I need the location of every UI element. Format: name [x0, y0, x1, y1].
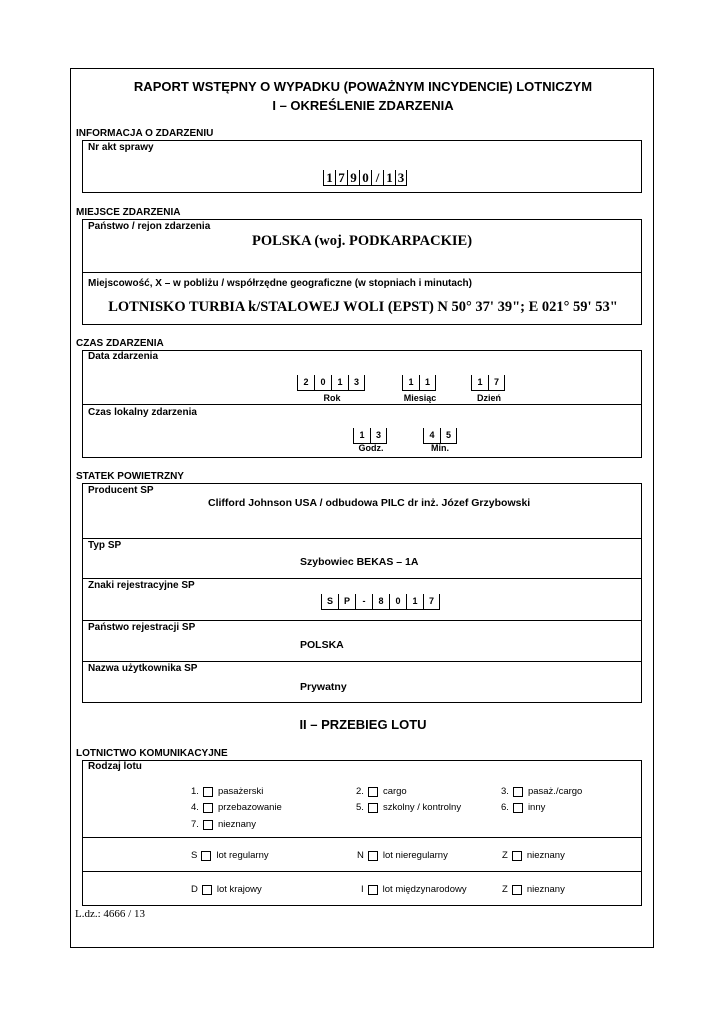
hour-label: Godz. — [358, 443, 384, 453]
option-lot-regularny[interactable] — [191, 850, 269, 861]
section-czas: CZAS ZDARZENIA — [76, 338, 164, 349]
year-digit: 0 — [314, 375, 331, 391]
case-char: 7 — [335, 170, 347, 186]
document-number: L.dz.: 4666 / 13 — [75, 908, 145, 920]
case-char: / — [371, 170, 383, 186]
option-szkolny[interactable] — [356, 802, 461, 813]
type-value: Szybowiec BEKAS – 1A — [300, 556, 419, 568]
day-digit: 7 — [488, 375, 505, 391]
option-label: szkolny / kontrolny — [382, 802, 462, 813]
divider — [83, 661, 641, 662]
case-char: 0 — [359, 170, 371, 186]
producer-value: Clifford Johnson USA / odbudowa PILC dr inż. Józef Grzybowski — [208, 497, 531, 509]
option-letter: D — [191, 884, 198, 895]
registration-char: 8 — [372, 594, 389, 610]
option-label: nieznany — [526, 850, 565, 861]
registration-char: P — [338, 594, 355, 610]
registration-char: 7 — [423, 594, 440, 610]
section-miejsce: MIEJSCE ZDARZENIA — [76, 207, 181, 218]
option-label: lot nieregularny — [382, 850, 448, 861]
location-box — [82, 219, 642, 325]
option-lot-nieregularny[interactable] — [357, 850, 448, 861]
case-number-cells — [323, 170, 407, 186]
option-nieznany[interactable] — [191, 819, 256, 830]
checkbox[interactable] — [368, 885, 378, 895]
day-cells — [471, 375, 505, 391]
location-label: Miejscowość, X – w pobliżu / współrzędne geograficzne (w stopniach i minutach) — [88, 278, 472, 289]
month-cells — [402, 375, 436, 391]
option-label: lot krajowy — [216, 884, 262, 895]
flight-kind-label: Rodzaj lotu — [88, 761, 142, 772]
location-value: LOTNISKO TURBIA k/STALOWEJ WOLI (EPST) N 50° 37' 39"; E 021° 59' 53" — [108, 299, 618, 315]
divider — [83, 620, 641, 621]
registration-char: 1 — [406, 594, 423, 610]
year-digit: 1 — [331, 375, 348, 391]
minute-digit: 5 — [440, 428, 457, 444]
checkbox[interactable] — [512, 851, 522, 861]
checkbox[interactable] — [203, 803, 213, 813]
option-pasazerski[interactable] — [191, 786, 263, 797]
option-label: pasażerski — [217, 786, 264, 797]
checkbox[interactable] — [513, 787, 523, 797]
option-letter: S — [191, 850, 198, 861]
option-letter: Z — [502, 850, 508, 861]
report-title: RAPORT WSTĘPNY O WYPADKU (POWAŻNYM INCYDENCIE) LOTNICZYM — [133, 79, 593, 94]
year-label: Rok — [323, 393, 341, 403]
option-label: nieznany — [526, 884, 565, 895]
option-lot-krajowy[interactable] — [191, 884, 262, 895]
year-digit: 3 — [348, 375, 365, 391]
local-time-label: Czas lokalny zdarzenia — [88, 407, 197, 418]
year-digit: 2 — [297, 375, 314, 391]
option-scope-nieznany[interactable] — [502, 884, 565, 895]
case-number-label: Nr akt sprawy — [88, 142, 154, 153]
option-letter: I — [361, 884, 364, 895]
minute-cells — [423, 428, 457, 444]
option-number: 5. — [356, 802, 364, 813]
checkbox[interactable] — [202, 885, 212, 895]
option-label: lot międzynarodowy — [382, 884, 467, 895]
hour-digit: 3 — [370, 428, 387, 444]
section-lotnictwo: LOTNICTWO KOMUNIKACYJNE — [76, 748, 228, 759]
form-page — [70, 68, 654, 948]
option-number: 7. — [191, 819, 199, 830]
option-number: 3. — [501, 786, 509, 797]
hour-cells — [353, 428, 387, 444]
case-number-box — [82, 140, 642, 193]
case-char: 1 — [323, 170, 335, 186]
registration-char: S — [321, 594, 338, 610]
option-number: 2. — [356, 786, 364, 797]
checkbox[interactable] — [368, 851, 378, 861]
checkbox[interactable] — [203, 820, 213, 830]
type-label: Typ SP — [88, 540, 122, 551]
month-digit: 1 — [402, 375, 419, 391]
time-box — [82, 350, 642, 458]
registration-label: Znaki rejestracyjne SP — [88, 580, 195, 591]
user-value: Prywatny — [300, 681, 347, 693]
date-label: Data zdarzenia — [88, 351, 159, 362]
option-lot-miedzynarodowy[interactable] — [361, 884, 467, 895]
checkbox[interactable] — [201, 851, 211, 861]
case-char: 1 — [383, 170, 395, 186]
option-regularity-nieznany[interactable] — [502, 850, 565, 861]
divider — [83, 578, 641, 579]
part2-title: II – PRZEBIEG LOTU — [299, 717, 427, 732]
checkbox[interactable] — [513, 803, 523, 813]
option-label: pasaż./cargo — [527, 786, 583, 797]
checkbox[interactable] — [368, 803, 378, 813]
option-number: 6. — [501, 802, 509, 813]
option-number: 4. — [191, 802, 199, 813]
checkbox[interactable] — [512, 885, 522, 895]
minute-label: Min. — [431, 443, 449, 453]
option-pasaz-cargo[interactable] — [501, 786, 582, 797]
user-label: Nazwa użytkownika SP — [88, 663, 198, 674]
country-value: POLSKA (woj. PODKARPACKIE) — [251, 233, 473, 249]
producer-label: Producent SP — [88, 485, 154, 496]
section-informacja: INFORMACJA O ZDARZENIU — [76, 128, 214, 139]
month-label: Miesiąc — [403, 393, 437, 403]
country-label: Państwo / rejon zdarzenia — [88, 221, 211, 232]
day-digit: 1 — [471, 375, 488, 391]
divider — [83, 272, 641, 273]
divider — [83, 538, 641, 539]
reg-country-label: Państwo rejestracji SP — [88, 622, 196, 633]
checkbox[interactable] — [203, 787, 213, 797]
section-statek: STATEK POWIETRZNY — [76, 471, 184, 482]
month-digit: 1 — [419, 375, 436, 391]
option-label: lot regularny — [216, 850, 269, 861]
registration-cells — [321, 594, 440, 610]
case-char: 9 — [347, 170, 359, 186]
registration-char: 0 — [389, 594, 406, 610]
reg-country-value: POLSKA — [300, 639, 344, 651]
part1-title: I – OKREŚLENIE ZDARZENIA — [272, 98, 454, 113]
checkbox[interactable] — [368, 787, 378, 797]
option-letter: N — [357, 850, 364, 861]
divider — [83, 404, 641, 405]
case-char: 3 — [395, 170, 407, 186]
divider — [83, 837, 641, 838]
option-label: nieznany — [217, 819, 256, 830]
option-przebazowanie[interactable] — [191, 802, 282, 813]
flight-kind-box — [82, 760, 642, 906]
option-label: cargo — [382, 786, 407, 797]
day-label: Dzień — [476, 393, 501, 403]
minute-digit: 4 — [423, 428, 440, 444]
hour-digit: 1 — [353, 428, 370, 444]
registration-char: - — [355, 594, 372, 610]
option-inny[interactable] — [501, 802, 545, 813]
aircraft-box — [82, 483, 642, 703]
year-cells — [297, 375, 365, 391]
option-cargo[interactable] — [356, 786, 407, 797]
option-letter: Z — [502, 884, 508, 895]
option-number: 1. — [191, 786, 199, 797]
option-label: inny — [527, 802, 546, 813]
option-label: przebazowanie — [217, 802, 282, 813]
divider — [83, 871, 641, 872]
